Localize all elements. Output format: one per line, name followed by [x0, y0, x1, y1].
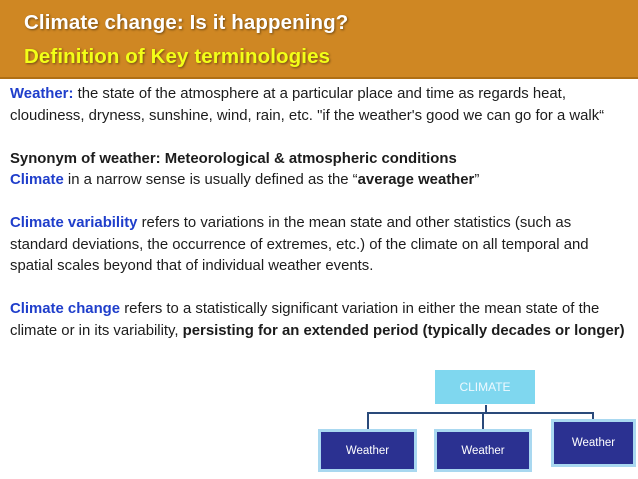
climate-change-text: refers to a statistically significant variation in either the mean state of the climate or in its variability, [10, 301, 600, 339]
connector-child-2 [482, 412, 484, 429]
definitions-body [10, 84, 632, 342]
climate-variability-text: refers to variations in the mean state and other statistics (such as standard deviations, the occurrence of extremes, etc.) of the climate on all temporal and spatial scales beyond that of individual weather events. [10, 215, 589, 274]
climate-change-definition [10, 299, 632, 342]
connector-horizontal [367, 412, 594, 414]
weather-term: Weather: [10, 86, 74, 102]
slide-subtitle: Definition of Key terminologies [24, 45, 331, 68]
connector-child-1 [367, 412, 369, 429]
weather-node-2: Weather [434, 429, 532, 472]
weather-synonym: Synonym of weather: Meteorological & atmospheric conditions [10, 150, 457, 167]
weather-node-1: Weather [318, 429, 417, 472]
climate-node: CLIMATE [434, 369, 536, 405]
slide-header [0, 0, 638, 79]
connector-child-3 [592, 412, 594, 419]
weather-definition [10, 84, 632, 127]
connector-root [485, 405, 487, 413]
climate-change-term: Climate change [10, 301, 121, 317]
climate-definition [10, 170, 632, 192]
weather-node-3: Weather [551, 419, 636, 467]
slide-title: Climate change: Is it happening? [24, 11, 349, 34]
weather-definition-text: the state of the atmosphere at a particular place and time as regards heat, cloudiness, dryness, sunshine, wind, rain, etc. "if the weather's good we can go for a walk“ [10, 86, 605, 124]
climate-definition-emphasis: average weather [357, 172, 475, 188]
climate-variability-term: Climate variability [10, 215, 138, 231]
climate-variability-definition [10, 213, 632, 278]
climate-definition-close: ” [474, 172, 480, 188]
climate-term: Climate [10, 172, 64, 188]
climate-definition-text: in a narrow sense is usually defined as the “ [63, 172, 358, 188]
climate-change-emphasis: persisting for an extended period (typically decades or longer) [182, 322, 625, 339]
